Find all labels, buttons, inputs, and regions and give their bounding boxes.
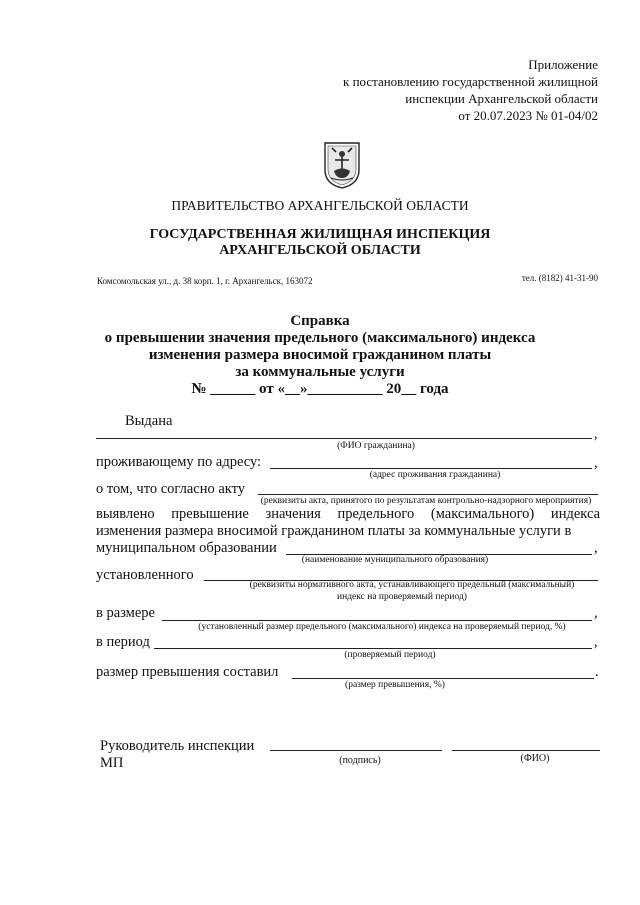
inspection-name-line-2: АРХАНГЕЛЬСКОЙ ОБЛАСТИ (219, 243, 421, 258)
document-subtitle-line-3: за коммунальные услуги (235, 364, 405, 380)
period-line (154, 648, 592, 649)
size-line (162, 620, 592, 621)
signature-fio-line (452, 750, 600, 751)
inspection-name-line-1: ГОСУДАРСТВЕННАЯ ЖИЛИЩНАЯ ИНСПЕКЦИЯ (149, 227, 491, 242)
act-label: о том, что согласно акту (96, 481, 246, 497)
municipality-hint: (наименование муниципального образования) (301, 555, 489, 565)
appendix-line-3: инспекции Архангельской области (405, 91, 598, 106)
municipality-comma: , (594, 540, 598, 556)
established-hint-line-1: (реквизиты нормативного акта, устанавливающего предельный (максимальный) (249, 580, 575, 590)
act-hint: (реквизиты акта, принятого по результатам контрольно-надзорного мероприятия) (260, 496, 592, 506)
appendix-line-4: от 20.07.2023 № 01-04/02 (458, 108, 598, 123)
document-title: Справка (290, 313, 350, 329)
fio-comma: , (594, 426, 598, 442)
address-line (270, 468, 592, 469)
excess-line (292, 678, 594, 679)
head-of-inspection-label: Руководитель инспекции (100, 738, 255, 754)
size-label: в размере (96, 605, 155, 621)
excess-period: . (595, 664, 599, 680)
established-hint-line-2: индекс на проверяемый период) (337, 592, 467, 602)
address-label: проживающему по адресу: (96, 454, 262, 470)
period-label: в период (96, 634, 150, 650)
appendix-line-2: к постановлению государственной жилищной (343, 74, 598, 89)
address-comma: , (594, 455, 598, 471)
fio-hint: (ФИО гражданина) (337, 441, 415, 451)
excess-label: размер превышения составил (96, 664, 279, 680)
signature-hint: (подпись) (339, 755, 381, 766)
address-hint: (адрес проживания гражданина) (369, 470, 501, 480)
appendix-line-1: Приложение (528, 57, 598, 72)
coat-of-arms-icon (322, 140, 362, 190)
signature-line (270, 750, 442, 751)
document-subtitle-line-1: о превышении значения предельного (максимального) индекса (104, 330, 536, 346)
issued-label: Выдана (125, 413, 173, 429)
period-hint: (проверяемый период) (344, 650, 436, 660)
fio-line (96, 438, 592, 439)
document-subtitle-line-2: изменения размера вносимой гражданином платы (148, 347, 492, 363)
stamp-label: МП (100, 755, 124, 771)
act-line (258, 494, 598, 495)
signature-fio-hint: (ФИО) (520, 753, 550, 764)
municipality-label: муниципальном образовании (96, 540, 277, 556)
size-hint: (установленный размер предельного (максимального) индекса на проверяемый период, %) (198, 622, 566, 632)
excess-hint: (размер превышения, %) (345, 680, 445, 690)
detected-text: выявлено превышение значения предельного (максимального) индекса изменения размера вносимой гражданином платы за коммунальные услуги в (96, 506, 600, 539)
inspection-phone: тел. (8182) 41-31-90 (521, 273, 598, 283)
established-label: установленного (96, 567, 194, 583)
size-comma: , (594, 605, 598, 621)
period-comma: , (594, 634, 598, 650)
inspection-address: Комсомольская ул., д. 38 корп. 1, г. Архангельск, 163072 (97, 276, 313, 286)
document-number-line: № ______ от «__»__________ 20__ года (191, 381, 449, 397)
government-name: ПРАВИТЕЛЬСТВО АРХАНГЕЛЬСКОЙ ОБЛАСТИ (171, 198, 469, 213)
